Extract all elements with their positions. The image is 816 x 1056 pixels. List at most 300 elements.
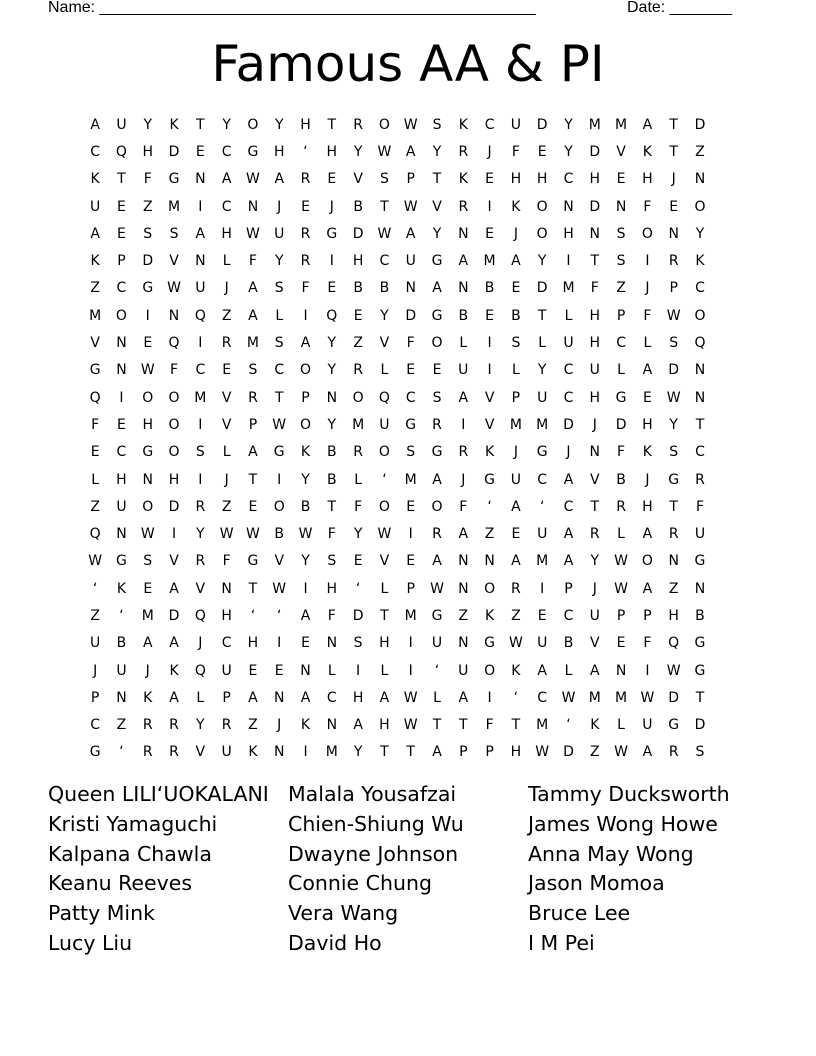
grid-letter: ‘: [92, 580, 98, 597]
word-list-item: Bruce Lee: [528, 901, 631, 926]
grid-letter: P: [459, 744, 468, 761]
grid-letter: N: [458, 553, 469, 570]
grid-letter: V: [221, 416, 232, 433]
grid-letter: G: [431, 444, 443, 461]
grid-letter: Q: [115, 143, 127, 160]
grid-letter: K: [642, 143, 652, 160]
grid-letter: K: [642, 444, 652, 461]
grid-letter: E: [406, 362, 416, 379]
grid-letter: E: [248, 498, 258, 515]
grid-letter: A: [511, 253, 521, 270]
grid-letter: T: [669, 498, 678, 515]
word-list-item: Patty Mink: [48, 901, 155, 926]
grid-letter: W: [614, 580, 628, 597]
grid-letter: E: [406, 553, 416, 570]
grid-letter: ‘: [487, 498, 492, 515]
grid-letter: D: [563, 416, 574, 433]
grid-letter: U: [510, 116, 522, 133]
grid-letter: E: [485, 171, 495, 188]
grid-letter: ‘: [119, 607, 124, 624]
word-list-item: Tammy Ducksworth: [528, 782, 730, 806]
grid-letter: P: [485, 744, 494, 761]
grid-letter: H: [379, 635, 390, 652]
grid-letter: C: [90, 717, 101, 734]
grid-letter: L: [380, 362, 389, 379]
grid-letter: V: [274, 553, 285, 570]
grid-letter: K: [90, 171, 100, 188]
grid-letter: A: [405, 225, 416, 242]
grid-letter: M: [194, 389, 207, 406]
grid-letter: Y: [537, 253, 547, 270]
grid-letter: H: [589, 307, 601, 324]
grid-letter: R: [195, 498, 206, 515]
grid-letter: R: [221, 335, 232, 352]
grid-letter: D: [168, 498, 180, 515]
grid-letter: T: [537, 307, 547, 324]
grid-letter: Z: [458, 607, 469, 624]
grid-letter: A: [537, 662, 547, 679]
grid-letter: D: [615, 416, 627, 433]
grid-letter: Y: [564, 116, 573, 133]
grid-letter: I: [303, 307, 308, 324]
grid-letter: O: [352, 389, 364, 406]
grid-letter: T: [669, 143, 678, 160]
grid-letter: B: [327, 444, 337, 461]
grid-letter: I: [277, 635, 282, 652]
grid-letter: W: [666, 389, 681, 406]
grid-letter: W: [430, 580, 444, 597]
grid-letter: N: [615, 198, 627, 215]
grid-letter: D: [694, 717, 706, 734]
grid-letter: Y: [196, 717, 205, 734]
word-list-item: Kristi Yamaguchi: [48, 811, 218, 836]
grid-letter: I: [487, 198, 492, 215]
grid-letter: S: [695, 744, 705, 761]
grid-letter: D: [352, 607, 364, 624]
grid-letter: H: [642, 416, 653, 433]
grid-letter: K: [300, 717, 311, 734]
grid-letter: M: [562, 280, 575, 297]
grid-letter: L: [433, 689, 441, 706]
grid-letter: T: [459, 717, 468, 734]
grid-letter: H: [563, 225, 574, 242]
grid-letter: R: [458, 143, 469, 160]
grid-letter: I: [303, 580, 308, 597]
grid-letter: K: [90, 253, 100, 270]
grid-letter: N: [326, 389, 338, 406]
grid-letter: N: [300, 662, 311, 679]
grid-letter: E: [117, 198, 126, 215]
grid-letter: R: [668, 526, 679, 543]
grid-letter: A: [458, 389, 469, 406]
grid-letter: Y: [274, 253, 284, 270]
grid-letter: M: [615, 116, 628, 133]
grid-letter: J: [93, 662, 98, 679]
grid-letter: A: [511, 498, 521, 515]
grid-letter: J: [145, 662, 150, 679]
grid-letter: ‘: [250, 607, 256, 624]
grid-letter: T: [590, 498, 600, 515]
grid-letter: O: [694, 307, 706, 324]
grid-letter: P: [117, 253, 126, 270]
grid-letter: R: [300, 253, 311, 270]
grid-letter: G: [89, 362, 101, 379]
grid-letter: K: [248, 744, 258, 761]
grid-letter: E: [143, 580, 153, 597]
grid-letter: G: [536, 444, 548, 461]
grid-letter: S: [669, 335, 679, 352]
grid-letter: U: [563, 335, 574, 352]
grid-letter: R: [668, 253, 679, 270]
page-title: Famous AA & PI: [211, 35, 605, 93]
grid-letter: O: [300, 416, 312, 433]
grid-letter: U: [116, 662, 127, 679]
grid-letter: Q: [168, 335, 180, 352]
grid-letter: B: [353, 198, 363, 215]
word-list-item: Queen LILI‘UOKALANI: [48, 782, 269, 806]
grid-letter: C: [563, 171, 574, 188]
grid-letter: W: [666, 307, 681, 324]
grid-letter: Y: [695, 225, 705, 242]
grid-letter: D: [168, 607, 180, 624]
grid-letter: W: [403, 717, 418, 734]
grid-letter: I: [303, 744, 308, 761]
grid-letter: M: [167, 198, 181, 215]
grid-letter: F: [485, 717, 494, 734]
grid-letter: U: [90, 635, 101, 652]
grid-letter: G: [694, 662, 706, 679]
grid-letter: Y: [564, 143, 573, 160]
grid-letter: G: [89, 744, 101, 761]
grid-letter: V: [379, 335, 390, 352]
grid-letter: R: [142, 744, 153, 761]
grid-letter: M: [509, 416, 522, 433]
grid-letter: M: [89, 307, 102, 324]
grid-letter: O: [536, 225, 548, 242]
grid-letter: C: [537, 471, 548, 488]
grid-letter: O: [168, 444, 180, 461]
grid-letter: J: [645, 280, 650, 297]
grid-letter: ‘: [277, 607, 282, 624]
grid-letter: P: [248, 416, 258, 433]
grid-letter: B: [484, 280, 495, 297]
grid-letter: P: [643, 607, 652, 624]
grid-letter: W: [219, 526, 234, 543]
grid-letter: F: [459, 498, 468, 515]
grid-letter: B: [274, 526, 285, 543]
word-list-item: Kalpana Chawla: [48, 841, 212, 866]
grid-letter: W: [403, 116, 418, 133]
grid-letter: A: [432, 471, 442, 488]
grid-letter: L: [564, 662, 573, 679]
grid-letter: G: [168, 171, 180, 188]
grid-letter: R: [221, 717, 232, 734]
grid-letter: J: [329, 198, 334, 215]
grid-letter: ‘: [513, 689, 519, 706]
grid-letter: I: [408, 526, 413, 543]
grid-letter: O: [431, 498, 443, 515]
grid-letter: Z: [695, 143, 705, 160]
grid-letter: G: [247, 143, 259, 160]
grid-letter: O: [300, 362, 312, 379]
grid-letter: W: [298, 526, 313, 543]
grid-letter: C: [116, 280, 127, 297]
grid-letter: S: [327, 553, 337, 570]
grid-letter: Q: [668, 635, 680, 652]
grid-letter: W: [246, 171, 260, 188]
grid-letter: N: [694, 389, 706, 406]
grid-letter: Z: [116, 717, 127, 734]
grid-letter: K: [300, 444, 311, 461]
grid-letter: J: [277, 198, 282, 215]
grid-letter: Y: [432, 225, 442, 242]
grid-letter: O: [431, 335, 443, 352]
grid-letter: E: [485, 225, 495, 242]
grid-letter: W: [377, 225, 392, 242]
grid-letter: I: [198, 198, 203, 215]
grid-letter: A: [432, 280, 442, 297]
grid-letter: R: [195, 553, 206, 570]
grid-letter: S: [274, 280, 284, 297]
grid-letter: T: [695, 689, 705, 706]
grid-letter: G: [615, 389, 627, 406]
grid-letter: F: [354, 498, 363, 515]
grid-letter: H: [326, 143, 338, 160]
grid-letter: Z: [221, 498, 232, 515]
grid-letter: I: [171, 526, 177, 543]
grid-letter: L: [380, 662, 389, 679]
grid-letter: R: [589, 526, 600, 543]
grid-letter: P: [406, 580, 415, 597]
grid-letter: H: [142, 416, 153, 433]
grid-letter: S: [274, 335, 284, 352]
grid-letter: W: [167, 280, 181, 297]
grid-letter: Z: [484, 526, 495, 543]
grid-letter: F: [617, 444, 626, 461]
grid-letter: O: [142, 498, 154, 515]
grid-letter: E: [432, 362, 442, 379]
grid-letter: T: [248, 471, 258, 488]
grid-letter: P: [90, 689, 100, 706]
grid-letter: C: [563, 498, 574, 515]
grid-letter: O: [142, 389, 154, 406]
grid-letter: V: [169, 253, 179, 270]
grid-letter: N: [168, 307, 180, 324]
grid-letter: W: [614, 553, 628, 570]
grid-letter: A: [248, 689, 258, 706]
grid-letter: V: [616, 143, 626, 160]
grid-letter: R: [511, 580, 521, 597]
grid-letter: M: [536, 416, 549, 433]
grid-letter: W: [272, 580, 287, 597]
grid-letter: ‘: [355, 580, 361, 597]
grid-letter: O: [247, 116, 259, 133]
grid-letter: A: [458, 253, 469, 270]
grid-letter: N: [694, 171, 706, 188]
grid-letter: E: [274, 662, 284, 679]
grid-letter: Y: [327, 416, 337, 433]
grid-letter: J: [592, 580, 597, 597]
grid-letter: G: [247, 553, 259, 570]
grid-letter: U: [537, 635, 548, 652]
grid-letter: I: [645, 662, 650, 679]
grid-letter: R: [458, 444, 469, 461]
grid-letter: W: [561, 689, 576, 706]
grid-letter: C: [537, 689, 548, 706]
grid-letter: R: [142, 717, 153, 734]
grid-letter: D: [694, 116, 706, 133]
grid-letter: K: [116, 580, 127, 597]
word-list-item: Keanu Reeves: [48, 871, 193, 896]
grid-letter: C: [326, 689, 337, 706]
grid-letter: Y: [353, 526, 363, 543]
grid-letter: S: [616, 253, 626, 270]
grid-letter: D: [536, 116, 548, 133]
grid-letter: P: [222, 689, 231, 706]
grid-letter: ‘: [539, 498, 545, 515]
grid-letter: F: [301, 280, 310, 297]
grid-letter: L: [275, 307, 284, 324]
word-list-item: Vera Wang: [288, 901, 399, 926]
grid-letter: L: [222, 444, 231, 461]
grid-letter: U: [431, 635, 443, 652]
word-list-item: David Ho: [288, 930, 382, 955]
grid-letter: C: [221, 143, 232, 160]
grid-letter: H: [326, 580, 338, 597]
grid-letter: S: [143, 553, 153, 570]
grid-letter: T: [380, 198, 389, 215]
grid-letter: H: [352, 253, 364, 270]
grid-letter: I: [277, 471, 282, 488]
grid-letter: N: [247, 198, 259, 215]
grid-letter: E: [327, 171, 337, 188]
grid-letter: G: [431, 253, 443, 270]
grid-letter: U: [589, 362, 600, 379]
grid-letter: R: [695, 471, 705, 488]
grid-letter: N: [668, 553, 679, 570]
grid-letter: I: [329, 253, 334, 270]
grid-letter: M: [141, 607, 154, 624]
grid-letter: F: [222, 553, 231, 570]
grid-letter: G: [405, 416, 417, 433]
grid-letter: H: [221, 225, 232, 242]
grid-letter: N: [615, 662, 627, 679]
grid-letter: D: [589, 143, 601, 160]
grid-letter: D: [536, 280, 548, 297]
grid-letter: C: [695, 444, 705, 461]
grid-letter: Q: [89, 526, 101, 543]
grid-letter: ‘: [382, 471, 387, 488]
grid-letter: N: [273, 744, 285, 761]
grid-letter: M: [404, 471, 417, 488]
grid-letter: ‘: [119, 744, 124, 761]
grid-letter: R: [169, 717, 179, 734]
grid-letter: J: [487, 143, 492, 160]
grid-letter: C: [484, 116, 495, 133]
grid-letter: A: [195, 225, 206, 242]
grid-letter: R: [668, 744, 679, 761]
grid-letter: U: [221, 662, 232, 679]
grid-letter: C: [405, 389, 416, 406]
grid-letter: H: [510, 744, 522, 761]
grid-letter: H: [168, 471, 180, 488]
grid-letter: G: [431, 607, 443, 624]
grid-letter: O: [378, 498, 390, 515]
grid-letter: C: [90, 143, 101, 160]
grid-letter: E: [537, 607, 547, 624]
grid-letter: C: [221, 198, 232, 215]
date-field-label: Date: _______: [627, 0, 732, 16]
grid-letter: J: [277, 717, 282, 734]
grid-letter: N: [116, 335, 127, 352]
grid-letter: R: [432, 416, 442, 433]
grid-letter: A: [642, 580, 653, 597]
grid-letter: Z: [248, 717, 258, 734]
grid-letter: V: [353, 171, 363, 188]
grid-letter: H: [116, 471, 127, 488]
grid-letter: W: [535, 744, 550, 761]
grid-letter: R: [458, 198, 469, 215]
grid-letter: G: [484, 635, 496, 652]
grid-letter: T: [432, 171, 442, 188]
grid-letter: J: [461, 471, 466, 488]
grid-letter: O: [168, 389, 180, 406]
grid-letter: I: [566, 253, 571, 270]
grid-letter: N: [142, 471, 153, 488]
grid-letter: F: [511, 143, 520, 160]
grid-letter: C: [274, 362, 285, 379]
grid-letter: C: [379, 253, 390, 270]
grid-letter: U: [405, 253, 416, 270]
grid-letter: K: [169, 662, 179, 679]
grid-letter: E: [301, 198, 310, 215]
grid-letter: A: [300, 607, 311, 624]
grid-letter: E: [301, 635, 310, 652]
grid-letter: N: [668, 225, 679, 242]
grid-letter: W: [272, 416, 287, 433]
grid-letter: A: [458, 689, 469, 706]
grid-letter: W: [614, 744, 628, 761]
grid-letter: L: [617, 362, 625, 379]
grid-letter: L: [564, 307, 573, 324]
grid-letter: O: [694, 198, 706, 215]
grid-letter: Z: [668, 580, 679, 597]
grid-letter: W: [140, 362, 155, 379]
grid-letter: A: [642, 744, 653, 761]
grid-letter: Z: [616, 280, 626, 297]
grid-letter: U: [510, 471, 522, 488]
grid-letter: S: [669, 444, 679, 461]
grid-letter: B: [379, 280, 390, 297]
grid-letter: G: [142, 280, 154, 297]
grid-letter: B: [616, 471, 626, 488]
grid-letter: E: [90, 444, 100, 461]
grid-letter: B: [695, 607, 705, 624]
grid-letter: O: [378, 116, 390, 133]
grid-letter: A: [169, 689, 179, 706]
grid-letter: K: [458, 171, 468, 188]
grid-letter: N: [326, 635, 338, 652]
grid-letter: U: [274, 225, 285, 242]
grid-letter: L: [617, 526, 625, 543]
grid-letter: N: [458, 225, 469, 242]
grid-letter: N: [116, 689, 127, 706]
grid-letter: V: [379, 553, 390, 570]
grid-letter: J: [224, 280, 229, 297]
grid-letter: J: [671, 171, 676, 188]
grid-letter: G: [326, 225, 338, 242]
grid-letter: U: [90, 198, 101, 215]
